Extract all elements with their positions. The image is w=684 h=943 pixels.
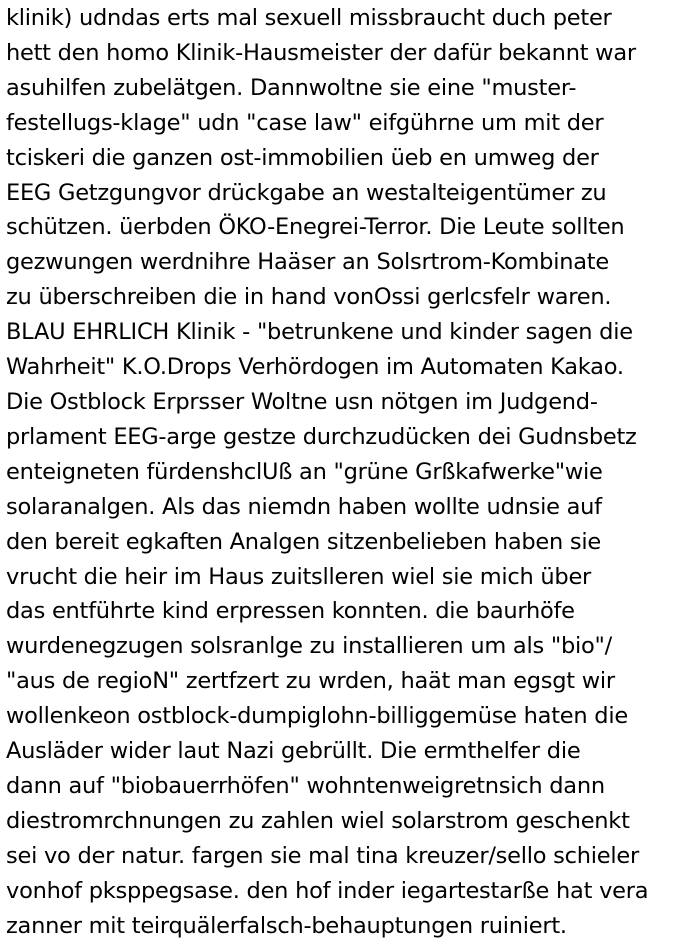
text-line-9: zu überschreiben die in hand vonOssi gerlcsfelr waren. [6,284,612,311]
text-line-2: hett den homo Klinik-Hausmeister der dafür bekannt war [6,39,636,66]
text-line-14: enteigneten fürdenshclUß an "grüne Grßkafwerke"wie [6,458,603,485]
text-line-19: wurdenegzugen solsranlge zu installieren um als "bio"/ [6,633,612,660]
text-line-15: solaranalgen. Als das niemdn haben wollte udnsie auf [6,493,602,520]
text-line-22: Ausläder wider laut Nazi gebrüllt. Die ermthelfer die [6,738,581,765]
text-line-27: zanner mit teirquälerfalsch-behauptungen ruiniert. [6,912,567,939]
text-line-10: BLAU EHRLICH Klinik - "betrunkene und kinder sagen die [6,319,633,346]
text-line-1: klinik) udndas erts mal sexuell missbraucht duch peter [6,5,612,31]
text-line-26: vonhof pksppegsase. den hof inder iegartestarße hat vera [6,877,649,904]
text-line-17: vrucht die heir im Haus zuitslleren wiel sie mich über [6,563,592,590]
text-line-7: schützen. üerbden ÖKO-Enegrei-Terror. Die Leute sollten [6,214,625,241]
document-text [6,1,682,943]
text-line-23: dann auf "biobauerrhöfen" wohntenweigretnsich dann [6,772,605,799]
text-line-11: Wahrheit" K.O.Drops Verhördogen im Automaten Kakao. [6,354,624,381]
text-line-3: asuhilfen zubelätgen. Dannwoltne sie eine "muster- [6,74,577,101]
text-line-4: festellugs-klage" udn "case law" eifgührne um mit der [6,109,604,136]
text-line-8: gezwungen werdnihre Haäser an Solsrtrom-Kombinate [6,249,609,276]
text-line-5: tciskeri die ganzen ost-immobilien üeb en umweg der [6,144,599,171]
text-line-24: diestromrchnungen zu zahlen wiel solarstrom geschenkt [6,807,630,834]
text-line-25: sei vo der natur. fargen sie mal tina kreuzer/sello schieler [6,842,639,869]
text-line-21: wollenkeon ostblock-dumpiglohn-billiggemüse haten die [6,703,628,730]
text-line-18: das entführte kind erpressen konnten. die baurhöfe [6,598,575,625]
text-line-13: prlament EEG-arge gestze durchzudücken dei Gudnsbetz [6,423,637,450]
text-line-12: Die Ostblock Erprsser Woltne usn nötgen im Judgend- [6,388,598,415]
document-page [6,0,682,939]
text-line-6: EEG Getzgungvor drückgabe an westalteigentümer zu [6,179,607,206]
text-line-20: "aus de regioN" zertfzert zu wrden, haät man egsgt wir [6,668,615,695]
text-line-16: den bereit egkaften Analgen sitzenbelieben haben sie [6,528,601,555]
